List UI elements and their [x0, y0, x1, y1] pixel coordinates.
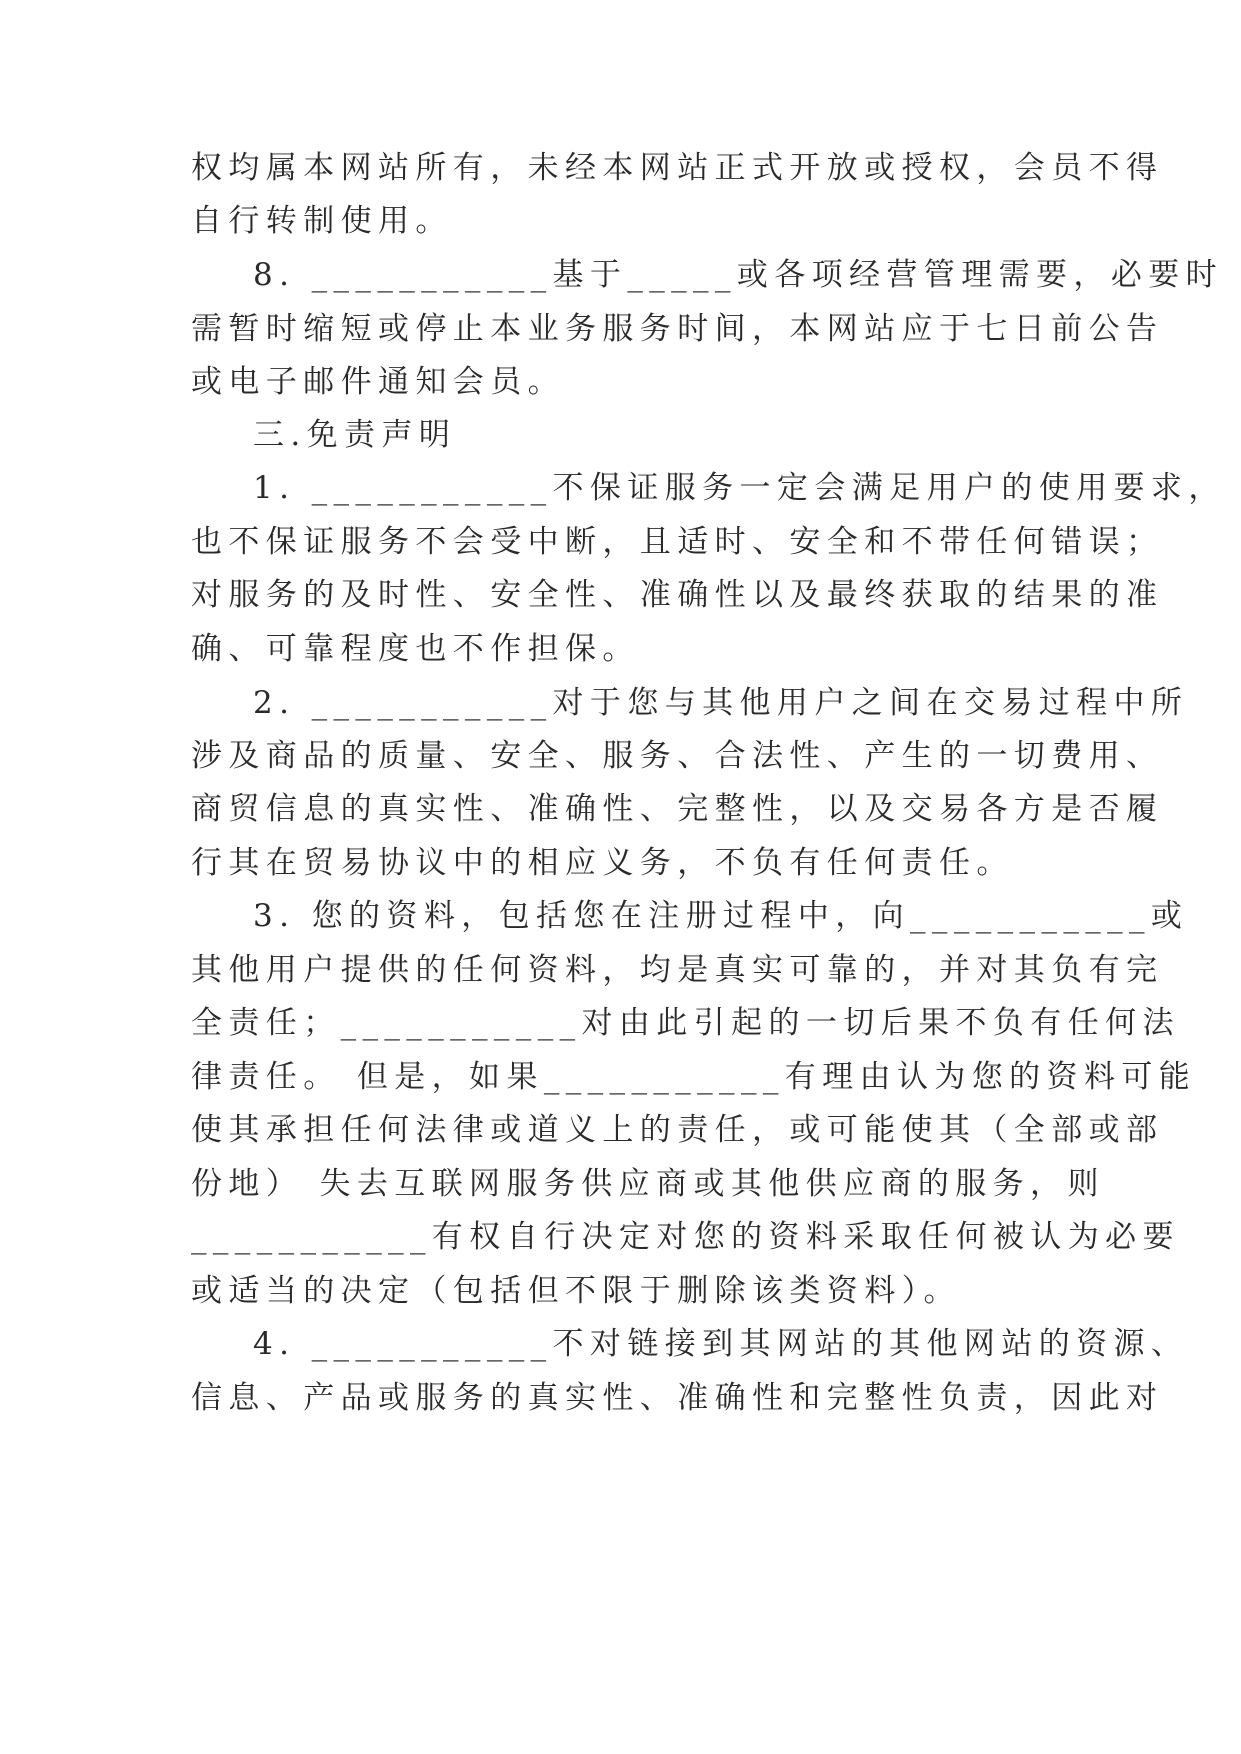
- text-line: 权均属本网站所有，未经本网站正式开放或授权，会员不得: [191, 150, 1164, 186]
- text-line: 律责任。 但是，如果___________有理由认为您的资料可能: [191, 1059, 1197, 1095]
- text-line: 行其在贸易协议中的相应义务，不负有任何责任。: [191, 845, 1014, 881]
- text-line: 也不保证服务不会受中断，且适时、安全和不带任何错误；: [191, 524, 1164, 560]
- clause-8-heading-line: 8. ___________基于_____或各项经营管理需要，必要时: [253, 257, 1224, 293]
- text-line: 涉及商品的质量、安全、服务、合法性、产生的一切费用、: [191, 738, 1164, 774]
- text-line: 或适当的决定（包括但不限于删除该类资料）。: [191, 1273, 961, 1309]
- clause-1-heading-line: 1. ___________不保证服务一定会满足用户的使用要求，: [253, 470, 1226, 506]
- text-line: ___________有权自行决定对您的资料采取任何被认为必要: [191, 1219, 1180, 1255]
- text-line: 自行转制使用。: [191, 203, 453, 239]
- clause-2-heading-line: 2. ___________对于您与其他用户之间在交易过程中所: [253, 685, 1189, 721]
- text-line: 商贸信息的真实性、准确性、完整性，以及交易各方是否履: [191, 791, 1164, 827]
- text-line: 对服务的及时性、安全性、准确性以及最终获取的结果的准: [191, 577, 1164, 613]
- text-line: 使其承担任何法律或道义上的责任，或可能使其（全部或部: [191, 1112, 1164, 1148]
- text-line: 信息、产品或服务的真实性、准确性和完整性负责，因此对: [191, 1380, 1164, 1416]
- clause-3-heading-line: 3. 您的资料，包括您在注册过程中，向___________或: [253, 898, 1189, 934]
- text-line: 其他用户提供的任何资料，均是真实可靠的，并对其负有完: [191, 952, 1164, 988]
- text-line: 需暂时缩短或停止本业务服务时间，本网站应于七日前公告: [191, 311, 1164, 347]
- text-line: 全责任；___________对由此引起的一切后果不负有任何法: [191, 1005, 1180, 1041]
- text-line: 确、可靠程度也不作担保。: [191, 631, 640, 667]
- text-line: 份地） 失去互联网服务供应商或其他供应商的服务，则: [191, 1166, 1105, 1202]
- section-heading-disclaimer: 三.免责声明: [253, 417, 457, 453]
- text-line: 或电子邮件通知会员。: [191, 364, 565, 400]
- clause-4-heading-line: 4. ___________不对链接到其网站的其他网站的资源、: [253, 1326, 1189, 1362]
